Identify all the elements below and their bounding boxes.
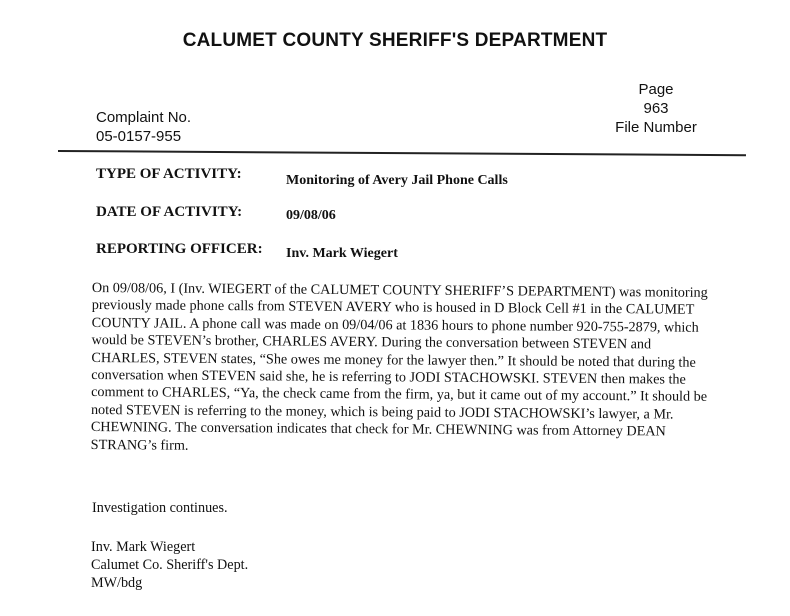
page-number: 963 <box>643 100 669 117</box>
complaint-number: 05-0157-955 <box>96 128 182 145</box>
signature-initials: MW/bdg <box>91 575 143 591</box>
complaint-label: Complaint No. <box>96 109 192 126</box>
date-of-activity-label: DATE OF ACTIVITY: <box>96 204 243 220</box>
signature-block <box>91 538 248 592</box>
investigation-status: Investigation continues. <box>92 500 228 516</box>
type-of-activity-label: TYPE OF ACTIVITY: <box>96 166 242 182</box>
reporting-officer-value: Inv. Mark Wiegert <box>286 246 398 261</box>
type-of-activity-value: Monitoring of Avery Jail Phone Calls <box>286 173 508 188</box>
page-block <box>596 80 716 137</box>
reporting-officer-label: REPORTING OFFICER: <box>96 241 263 257</box>
page-label: Page <box>638 81 674 98</box>
report-paragraph: On 09/08/06, I (Inv. WIEGERT of the CALUMET COUNTY SHERIFF’S DEPARTMENT) was monitoring previously made phone calls from STEVEN AVERY who is housed in D Block Cell #1 in the CALUMET COUNTY JAIL. A phone call was made on 09/04/06 at 1836 hours to phone number 920-755-2879, which would be STEVEN’s brother, CHARLES AVERY. During the conversation between STEVEN and CHARLES, STEVEN states, “She owes me money for the lawyer then.” It should be noted that during the conversation when STEVEN said she, he is referring to JODI STACHOWSKI. STEVEN then makes the comment to CHARLES, “Ya, the check came from the firm, ya, but it came out of my account.” It should be noted STEVEN is referring to the money, which is being paid to JODI STACHOWSKI’s lawyer, a Mr. CHEWNING. The conversation indicates that check for Mr. CHEWNING was from Attorney DEAN STRANG’s firm. <box>90 280 708 454</box>
header-divider <box>58 150 746 156</box>
document-title: CALUMET COUNTY SHERIFF'S DEPARTMENT <box>182 30 608 51</box>
complaint-block <box>96 108 191 146</box>
file-number-label: File Number <box>615 119 697 136</box>
signature-name: Inv. Mark Wiegert <box>91 539 196 555</box>
report-body <box>91 280 712 459</box>
signature-department: Calumet Co. Sheriff's Dept. <box>91 557 249 573</box>
date-of-activity-value: 09/08/06 <box>286 208 336 223</box>
